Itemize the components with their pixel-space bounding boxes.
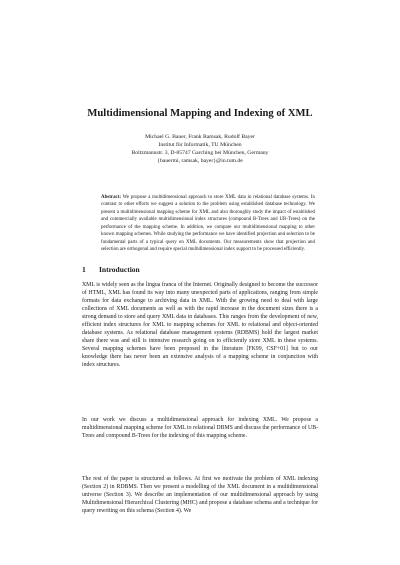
paper-title: Multidimensional Mapping and Indexing of XML	[87, 108, 313, 119]
abstract	[101, 194, 315, 254]
address: Boltzmannstr. 3, D-85747 Garching bei München, Germany	[131, 150, 269, 156]
institution: Institut für Informatik, TU München	[158, 142, 242, 148]
abstract-text: We propose a multidimensional approach to store XML data in relational database systems. In contrast to other efforts we suggest a solution to the problem using established database technology. We present a multidimensional mapping scheme for XML and also thoroughly study the impact of established and commercially available multidimensional index structures (compound B-Trees and UB-Trees) on the performance of the mapping scheme. In addition, we compare our multidimensional mapping to other known mapping schemes. While studying the performance we have identified projection and selection to be fundamental parts of a typical query on XML documents. Our measurements show that projection and selection are orthogonal and require special multidimensional index support to be processed efficiently.	[101, 195, 315, 253]
email: {bauermi, ramsak, bayer}@in.tum.de	[157, 158, 243, 164]
section-heading	[82, 265, 140, 275]
body-paragraph: XML is widely seen as the lingua franca of the Internet. Originally designed to become the successor of HTML, XML has found its way into many unexpected parts of applications, ranging from simple formats for data exchange to archiving data in XML. With the growing need to deal with large collections of XML documents as well as with the rapid increase in the document sizes there is a strong demand to store and query XML data in databases. This ranges from the development of new, efficient index structures for XML to mapping schemes for XML to relational and object-oriented database systems. As relational database management systems (RDBMS) hold the largest market share there was and still is intensive research going on to efficiently store XML in these systems. Several mapping schemes have been proposed in the literature [FK99, CSF+01] but to our knowledge there has never been an extensive analysis of a mapping scheme in conjunction with index structures.	[82, 282, 318, 369]
body-paragraph: In our work we discuss a multidimensional approach for indexing XML. We propose a multidimensional mapping scheme for XML to relational DBMS and discuss the performance of UB-Trees and compound B-Trees for the indexing of this mapping scheme.	[82, 417, 318, 440]
body-paragraph: The rest of the paper is structured as follows. At first we motivate the problem of XML indexing (Section 2) in RDBMS. Then we present a modelling of the XML document in a multidimensional universe (Section 3). We describe an implementation of our multidimensional approach by using Multidimensional Hierarchical Clustering (MHC) and propose a database schema and a technique for query rewriting on this schema (Section 4). We	[82, 476, 318, 515]
section-number: 1	[82, 265, 86, 274]
abstract-label: Abstract:	[101, 195, 122, 200]
section-title: Introduction	[99, 265, 140, 274]
authors: Michael G. Bauer, Frank Ramsak, Rudolf Bayer	[145, 134, 255, 140]
